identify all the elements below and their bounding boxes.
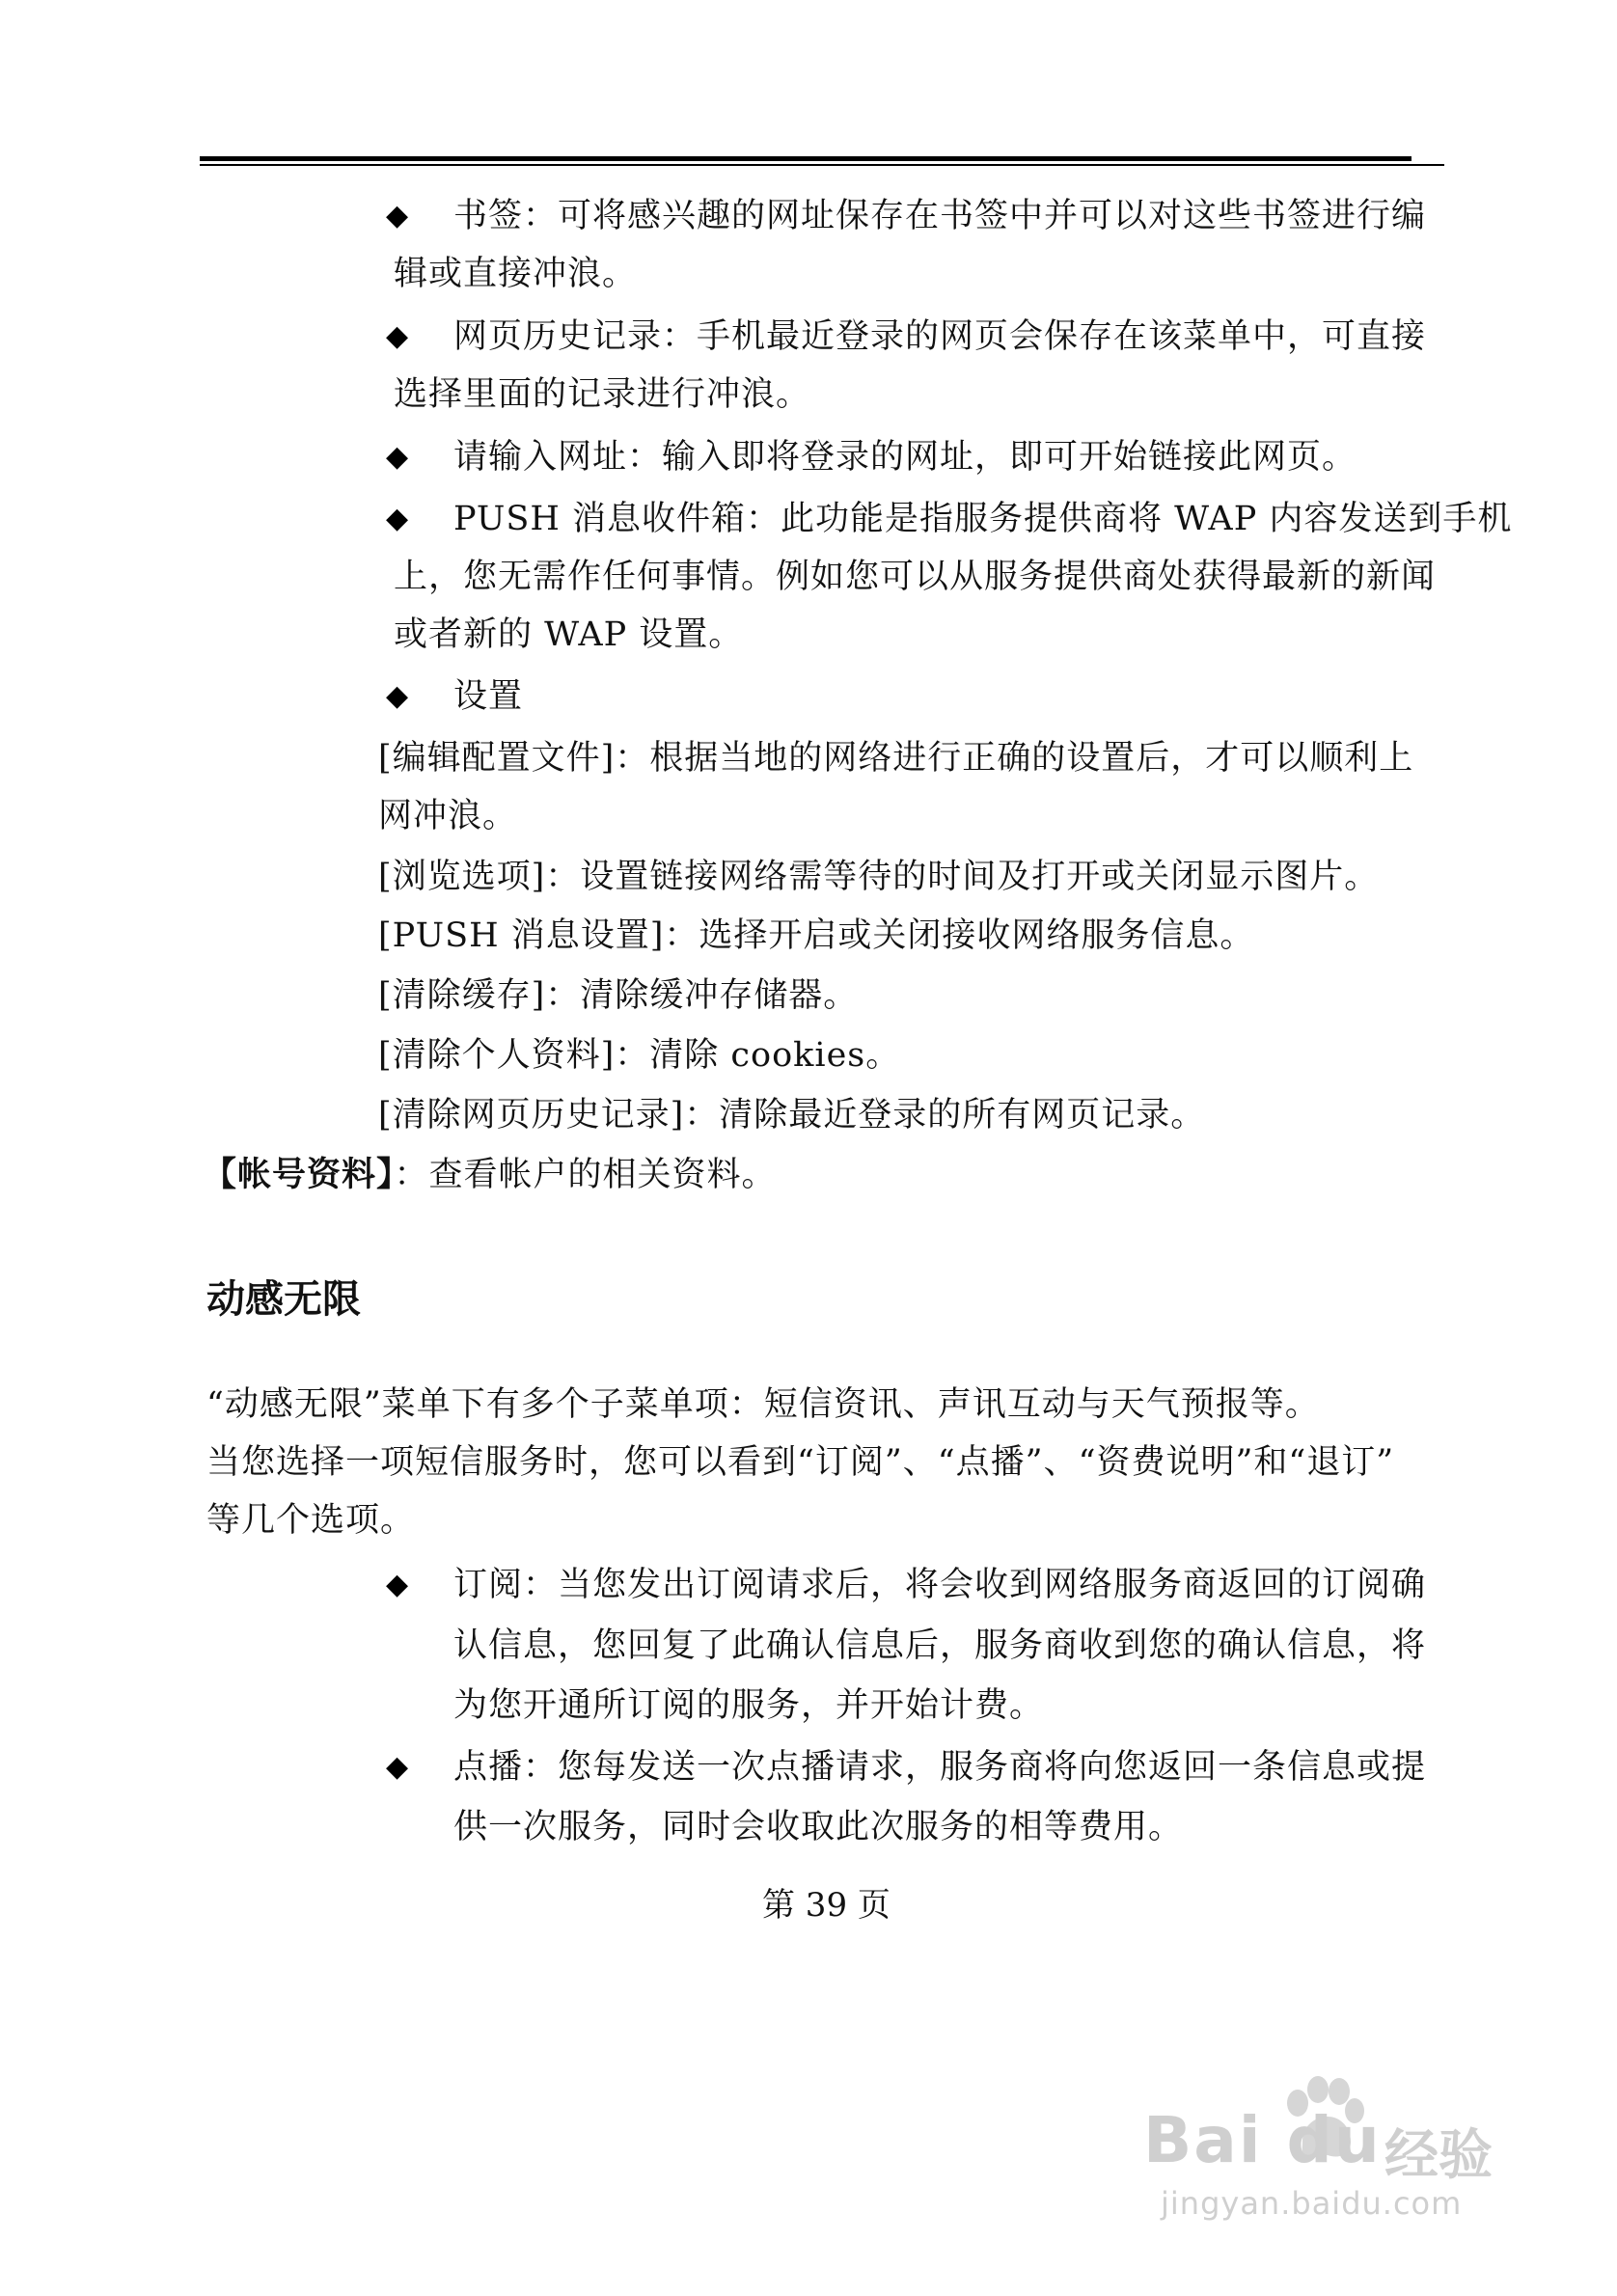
account-label: 【帐号资料】 <box>203 1156 395 1194</box>
header-rule-thick <box>200 156 1411 161</box>
settings-push-settings: [PUSH 消息设置]：选择开启或关闭接收网络服务信息。 <box>378 916 1255 955</box>
baidu-jingyan-watermark <box>1143 2074 1529 2222</box>
settings-clear-history: [清除网页历史记录]：清除最近登录的所有网页记录。 <box>378 1096 1206 1134</box>
history-line-1: 网页历史记录：手机最近登录的网页会保存在该菜单中，可直接 <box>453 317 1427 356</box>
subscribe-line-2: 认信息，您回复了此确认信息后，服务商收到您的确认信息，将 <box>453 1626 1427 1665</box>
diamond-bullet-icon: ◆ <box>386 679 409 713</box>
settings-edit-profile-1: [编辑配置文件]：根据当地的网络进行正确的设置后，才可以顺利上 <box>378 739 1414 778</box>
header-rule-thin <box>200 164 1444 166</box>
bookmarks-line-2: 辑或直接冲浪。 <box>394 255 638 293</box>
subscribe-line-1: 订阅：当您发出订阅请求后，将会收到网络服务商返回的订阅确 <box>453 1566 1427 1604</box>
settings-browse-options: [浏览选项]：设置链接网络需等待的时间及打开或关闭显示图片。 <box>378 858 1380 896</box>
watermark-logo: Bai du <box>1143 2103 1382 2177</box>
diamond-bullet-icon: ◆ <box>386 502 409 535</box>
push-inbox-line-1: PUSH 消息收件箱：此功能是指服务提供商将 WAP 内容发送到手机 <box>453 500 1513 538</box>
enter-url-line-1: 请输入网址：输入即将登录的网址，即可开始链接此网页。 <box>453 438 1357 477</box>
watermark-cn: 经验 <box>1384 2124 1493 2187</box>
diamond-bullet-icon: ◆ <box>386 1750 409 1784</box>
account-info <box>203 1154 777 1196</box>
settings-edit-profile-2: 网冲浪。 <box>378 797 518 835</box>
diamond-bullet-icon: ◆ <box>386 440 409 474</box>
diamond-bullet-icon: ◆ <box>386 199 409 232</box>
on-demand-line-1: 点播：您每发送一次点播请求，服务商将向您返回一条信息或提 <box>453 1748 1427 1787</box>
on-demand-line-2: 供一次服务，同时会收取此次服务的相等费用。 <box>453 1808 1184 1846</box>
subscribe-line-3: 为您开通所订阅的服务，并开始计费。 <box>453 1686 1045 1725</box>
account-text: ：查看帐户的相关资料。 <box>394 1156 777 1194</box>
history-line-2: 选择里面的记录进行冲浪。 <box>394 375 811 414</box>
diamond-bullet-icon: ◆ <box>386 319 409 353</box>
bookmarks-line-1: 书签：可将感兴趣的网址保存在书签中并可以对这些书签进行编 <box>453 197 1427 235</box>
section-intro-3: 等几个选项。 <box>206 1501 416 1540</box>
push-inbox-line-2: 上，您无需作任何事情。例如您可以从服务提供商处获得最新的新闻 <box>394 558 1437 596</box>
section-intro-1: “动感无限”菜单下有多个子菜单项：短信资讯、声讯互动与天气预报等。 <box>206 1385 1320 1424</box>
settings-clear-personal: [清除个人资料]：清除 cookies。 <box>378 1036 901 1075</box>
page-number: 第 39 页 <box>762 1886 891 1925</box>
settings-clear-cache: [清除缓存]：清除缓冲存储器。 <box>378 976 859 1015</box>
section-heading: 动感无限 <box>206 1277 361 1322</box>
section-intro-2: 当您选择一项短信服务时，您可以看到“订阅”、“点播”、“资费说明”和“退订” <box>206 1443 1395 1482</box>
push-inbox-line-3: 或者新的 WAP 设置。 <box>394 615 744 654</box>
watermark-url: jingyan.baidu.com <box>1161 2185 1463 2222</box>
settings-title: 设置 <box>453 677 524 716</box>
diamond-bullet-icon: ◆ <box>386 1568 409 1601</box>
